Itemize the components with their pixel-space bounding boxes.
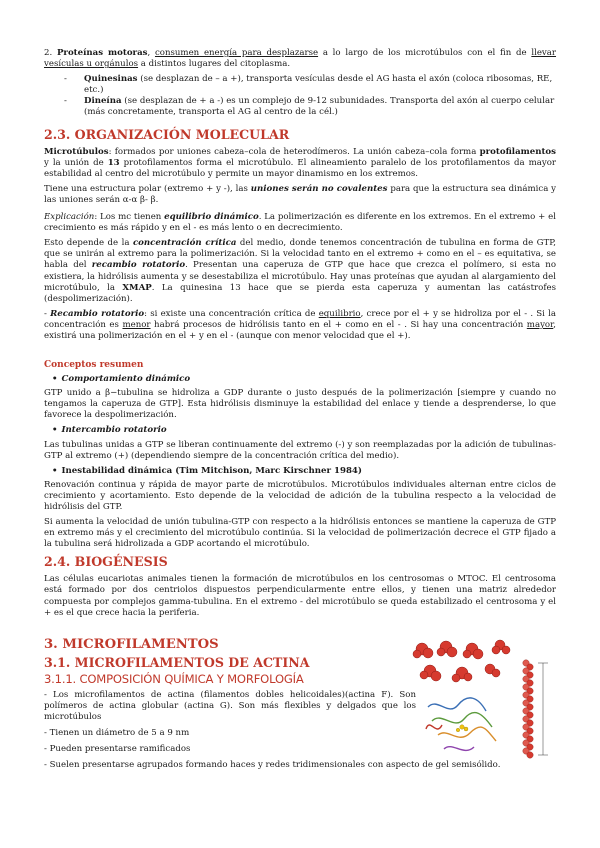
list-item-diameter: - Tienen un diámetro de 5 a 9 nm [44,728,190,739]
concept-text-exchange: Las tubulinas unidas a GTP se liberan continuamente del extremo (-) y son reemplazadas por la adición de tubulinas-GTP al extremo (+) (dependiendo siempre de la concentración crítica del medio). [44,439,556,461]
list-item-kinesin: - Quinesinas (se desplazan de – a +), transporta vesículas desde el AG hasta el axón (coloca ribosomas, RE, etc.) [64,74,553,96]
underlined-phrase: consumen energía para desplazarse [154,48,319,58]
atp-molecule [456,725,468,732]
paragraph-microtubules: Microtúbulos: formados por uniones cabeza–cola de heterodímeros. La unión cabeza–cola forma protofilamentos y la unión de 13 protofilamentos forma el microtúbulo. El alineamiento paralelo de los protofilamentos da mayor estabilidad al centro del microtúbulo y permite un mayor dinamismo en los extremos. [44,146,556,179]
actin-filament-helix [523,660,533,758]
dynein-term: Dineína [84,96,122,107]
motor-proteins-term: Proteínas motoras [56,48,148,58]
concept-heading-exchange: • Intercambio rotatorio [52,425,167,436]
actin-filament-illustration [408,637,556,771]
paragraph-rotatory-exchange: - Recambio rotatorio: si existe una concentración crítica de equilibrio, crece por el + y se hidroliza por el - . Si la concentración es menor habrá procesos de hidrólisis tanto en el + como en el - . Si hay una concentración mayor, existirá una polimerización en el + y en el - (aunque con menor velocidad que el +). [44,308,556,341]
actin-ribbon-structure [426,698,496,751]
concept-heading-instability: • Inestabilidad dinámica (Tim Mitchison, Marc Kirschner 1984) [52,465,362,476]
paragraph-polarity: Tiene una estructura polar (extremo + y -), las uniones serán no covalentes para que la estructura sea dinámica y las uniones serán α-α β- β. [44,183,556,205]
section-heading-2-4: 2.4. BIOGÉNESIS [44,554,168,570]
underlined-phrase: llevar vesículas u orgánulos [44,48,557,70]
list-item-bundles: - Suelen presentarse agrupados formando haces y redes tridimensionales con aspecto de gel semisólido. [44,760,501,771]
section-heading-3-1-1: 3.1.1. COMPOSICIÓN QUÍMICA Y MORFOLOGÍA [44,671,304,686]
section-heading-3: 3. MICROFILAMENTOS [44,636,219,652]
concepts-summary-heading: Conceptos resumen [44,360,144,371]
list-item-branched: - Pueden presentarse ramificados [44,744,191,755]
list-item-dynein: - Dineína (se desplazan de + a -) es un complejo de 9-12 subunidades. Transporta del axón al cuerpo celular (más concretamente, transporta el AG al centro de la cél.) [64,96,555,118]
paragraph-critical-concentration: Esto depende de la concentración crítica del medio, donde tenemos concentración de tubulina en forma de GTP, que se unirán al extremo para la polimerización. Si la velocidad tanto en el extremo + como en el – es equitativa, se habla del recambio rotatorio. Presentan una caperuza de GTP que hace que crezca el polímero, si esta no existiera, la hidrólisis aumenta y se desestabiliza el microtúbulo. Hay unas proteínas que ayudan al alargamiento del microtúbulo, la XMAP. La quinesina 13 hace que se pierda esta caperuza y aumentan las catástrofes (despolimerización). [44,238,556,304]
concept-text-instability-2: Si aumenta la velocidad de unión tubulina-GTP con respecto a la hidrólisis entonces se mantiene la caperuza de GTP en extremo más y el crecimiento del microtúbulo continúa. Si la velocidad de polimerización decrece el GTP fijado a la tubulina será hidrolizada a GDP acortando el microtúbulo. [44,517,556,550]
section-heading-3-1: 3.1. MICROFILAMENTOS DE ACTINA [44,654,310,670]
kinesin-term: Quinesinas [84,74,138,85]
paragraph-biogenesis: Las células eucariotas animales tienen la formación de microtúbulos en los centrosomas o MTOC. El centrosoma está formado por dos centriolos dispuestos perpendicularmente entre ellos, y tienen una matriz alrededor compuesta por complejos gamma-tubulina. En el extremo - del microtúbulo se queda estabilizado el centrosoma y el + es el que crece hacia la periferia. [44,574,556,618]
item-number: 2. [44,48,53,58]
list-item-actin-composition: - Los microfilamentos de actina (filamentos dobles helicoidales)(actina F). Son polímeros de actina globular (actina G). Son más flexibles y delgados que los microtúbulos [44,689,416,722]
motor-proteins-paragraph: 2. Proteínas motoras, consumen energía para desplazarse a lo largo de los microtúbulos con el fin de llevar vesículas u orgánulos a distintos lugares del citoplasma. [44,48,557,70]
concept-text-instability: Renovación continua y rápida de mayor parte de microtúbulos. Microtúbulos individuales alternan entre ciclos de crecimiento y acortamiento. Esto depende de la velocidad de adición de la tubulina respecto a la velocidad de hidrólisis del GTP. [44,479,556,512]
paragraph-explanation: Explicación: Los mc tienen equilibrio dinámico. La polimerización es diferente en los extremos. En el extremo + el crecimiento es más rápido y en el - es más lento o en decrecimiento. [44,212,556,234]
concept-text-dynamic: GTP unido a β−tubulina se hidroliza a GDP durante o justo después de la polimerización [siempre y cuando no tengamos la caperuza de GTP]. Esta hidrólisis disminuye la estabilidad del enlace y tiende a desprenderse, lo que favorece la despolimerización. [44,388,556,421]
filament-labels [538,663,548,755]
actin-monomers-top [413,640,510,682]
section-heading-2-3: 2.3. ORGANIZACIÓN MOLECULAR [44,126,290,142]
concept-heading-dynamic: • Comportamiento dinámico [52,374,191,385]
